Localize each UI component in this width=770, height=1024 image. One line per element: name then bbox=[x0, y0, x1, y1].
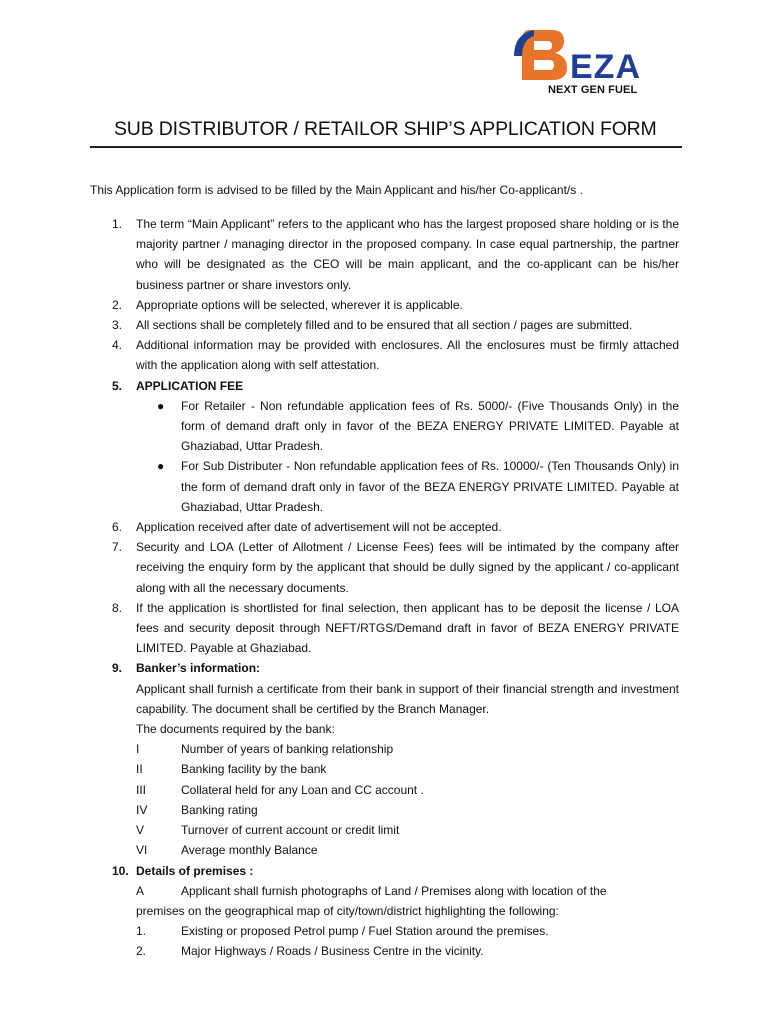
item-text: Appropriate options will be selected, wherever it is applicable. bbox=[136, 297, 463, 312]
banker-docs-intro: The documents required by the bank: bbox=[136, 722, 335, 737]
item-number: 1. bbox=[112, 217, 123, 231]
item-number: 5. bbox=[112, 378, 123, 393]
bullet-icon: ● bbox=[157, 398, 165, 413]
doc-row bbox=[0, 780, 770, 800]
doc-numeral: II bbox=[136, 762, 143, 777]
doc-numeral: I bbox=[136, 742, 140, 757]
bullet-item bbox=[0, 456, 770, 517]
premises-a-label: A bbox=[136, 883, 145, 898]
item-number: 6. bbox=[112, 520, 123, 535]
doc-text: Average monthly Balance bbox=[181, 843, 318, 858]
doc-text: Banking facility by the bank bbox=[181, 762, 327, 777]
doc-text: Collateral held for any Loan and CC account . bbox=[181, 782, 424, 797]
list-item bbox=[0, 537, 770, 598]
section-heading: APPLICATION FEE bbox=[136, 378, 244, 393]
section-heading: Details of premises : bbox=[136, 863, 254, 878]
bullet-text: For Retailer - Non refundable application fees of Rs. 5000/- (Five Thousands Only) in the form of demand draft only in favor of the BEZA ENERGY PRIVATE LIMITED. Payable at Ghaziabad, Uttar Pradesh. bbox=[181, 398, 679, 454]
doc-row bbox=[0, 820, 770, 840]
doc-numeral: III bbox=[136, 782, 147, 797]
doc-row bbox=[0, 840, 770, 860]
bullet-text: For Sub Distributer - Non refundable application fees of Rs. 10000/- (Ten Thousands Only) in the form of demand draft only in favor of the BEZA ENERGY PRIVATE LIMITED. Payable at Ghaziabad, Uttar Pradesh. bbox=[181, 459, 679, 514]
intro-text: This Application form is advised to be filled by the Main Applicant and his/her Co-applicant/s . bbox=[90, 183, 583, 197]
point-text: Existing or proposed Petrol pump / Fuel Station around the premises. bbox=[181, 924, 549, 939]
item-number: 9. bbox=[112, 661, 123, 676]
point-number: 1. bbox=[136, 924, 147, 939]
item-number: 3. bbox=[112, 318, 123, 333]
premises-point bbox=[0, 921, 770, 941]
list-item bbox=[0, 214, 770, 295]
point-text: Major Highways / Roads / Business Centre in the vicinity. bbox=[181, 944, 484, 959]
list-item bbox=[0, 598, 770, 659]
item-number: 8. bbox=[112, 600, 123, 615]
list-item-banker-heading bbox=[0, 658, 770, 678]
beza-logo bbox=[512, 26, 644, 84]
point-number: 2. bbox=[136, 944, 147, 959]
list-item bbox=[0, 295, 770, 315]
item-text: All sections shall be completely filled and to be ensured that all section / pages are submitted. bbox=[136, 318, 633, 333]
item-text: Additional information may be provided with enclosures. All the enclosures must be firmly attached with the application along with self attestation. bbox=[136, 338, 679, 373]
doc-numeral: IV bbox=[136, 802, 148, 817]
brand-tagline: NEXT GEN FUEL bbox=[548, 84, 638, 96]
title-divider bbox=[90, 146, 682, 148]
item-number: 4. bbox=[112, 338, 123, 353]
item-text: Security and LOA (Letter of Allotment / License Fees) fees will be intimated by the company after receiving the enquiry form by the applicant that should be dully signed by the applicant / co-applicant along with all the necessary documents. bbox=[136, 540, 679, 595]
svg-text:EZA: EZA bbox=[570, 48, 641, 84]
item-number: 7. bbox=[112, 540, 123, 555]
doc-text: Banking rating bbox=[181, 802, 258, 817]
list-item-fee-heading bbox=[0, 376, 770, 396]
bullet-icon: ● bbox=[157, 459, 165, 474]
section-heading: Banker’s information: bbox=[136, 661, 261, 676]
item-text: The term “Main Applicant” refers to the applicant who has the largest proposed share holding or is the majority partner / managing director in the proposed company. In case equal partnership, the partner who will be designated as the CEO will be main applicant, and the co-applicant can be his/her business partner or share investors only. bbox=[136, 217, 679, 292]
banker-paragraph: Applicant shall furnish a certificate from their bank in support of their financial strength and investment capability. The document shall be certified by the Branch Manager. bbox=[136, 681, 679, 716]
doc-text: Turnover of current account or credit limit bbox=[181, 823, 400, 838]
doc-text: Number of years of banking relationship bbox=[181, 742, 394, 757]
item-text: Application received after date of advertisement will not be accepted. bbox=[136, 520, 502, 535]
doc-numeral: VI bbox=[136, 843, 148, 858]
premises-point bbox=[0, 941, 770, 961]
item-number: 10. bbox=[112, 863, 129, 878]
list-item-premises-heading bbox=[0, 861, 770, 881]
item-number: 2. bbox=[112, 297, 123, 312]
list-item bbox=[0, 315, 770, 335]
premises-a-text: Applicant shall furnish photographs of Land / Premises along with location of the bbox=[181, 883, 607, 898]
list-item bbox=[0, 335, 770, 375]
item-text: If the application is shortlisted for final selection, then applicant has to be deposit the license / LOA fees and security deposit through NEFT/RTGS/Demand draft in favor of BEZA ENERGY PRIVATE LIMITED. Payable at Ghaziabad. bbox=[136, 600, 679, 656]
doc-row bbox=[0, 800, 770, 820]
instruction-list bbox=[0, 214, 770, 962]
premises-a-continuation: premises on the geographical map of city/town/district highlighting the following: bbox=[136, 903, 559, 918]
premises-a-row bbox=[0, 881, 770, 901]
form-title: SUB DISTRIBUTOR / RETAILOR SHIP’S APPLICATION FORM bbox=[114, 118, 657, 140]
doc-row bbox=[0, 759, 770, 779]
bullet-item bbox=[0, 396, 770, 457]
list-item bbox=[0, 517, 770, 537]
doc-row bbox=[0, 739, 770, 759]
doc-numeral: V bbox=[136, 823, 145, 838]
